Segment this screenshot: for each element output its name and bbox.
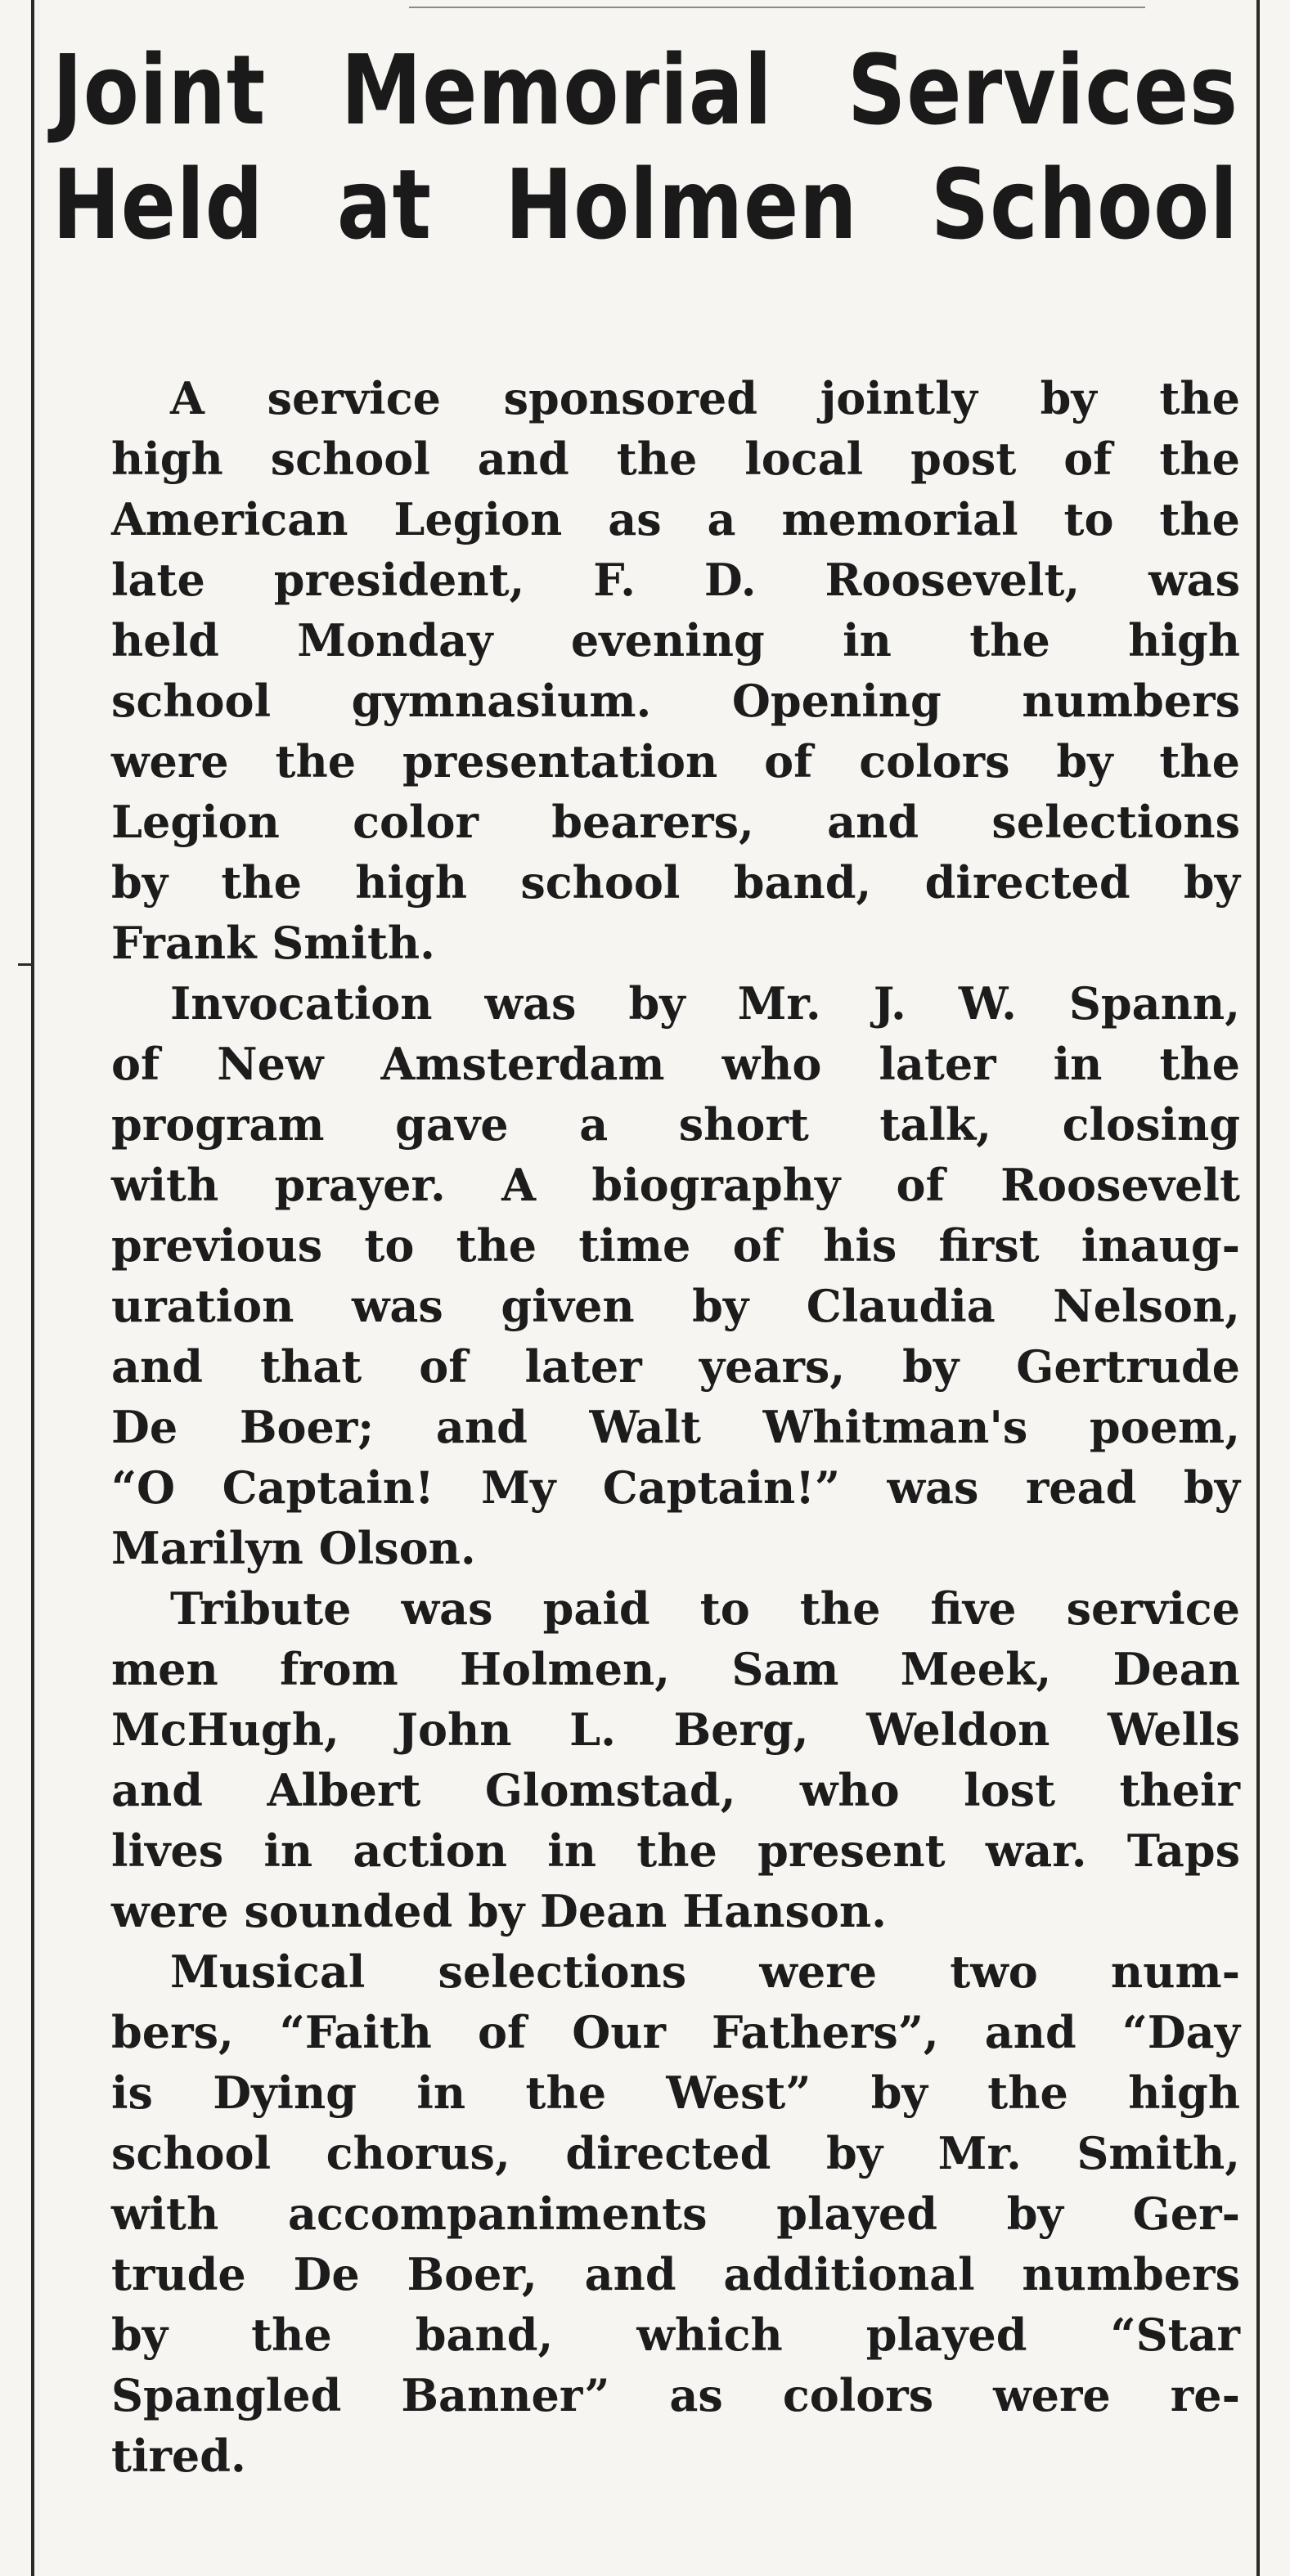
paragraph-line: tired. (111, 2430, 246, 2482)
article-headline (52, 33, 1238, 262)
headline-line-1: Joint Memorial Services (52, 34, 1238, 146)
paragraph-line: Invocation was by Mr. J. W. Spann, (170, 977, 1240, 1030)
paragraph-line: high school and the local post of the (111, 433, 1240, 485)
paragraph-line: uration was given by Claudia Nelson, (111, 1280, 1240, 1332)
paragraph-line: lives in action in the present war. Taps (111, 1824, 1240, 1877)
paragraph-line: trude De Boer, and additional numbers (111, 2248, 1240, 2300)
paragraph-line: Marilyn Olson. (111, 1522, 476, 1574)
paragraph-line: were the presentation of colors by the (111, 735, 1240, 788)
paragraph-line: held Monday evening in the high (111, 614, 1240, 666)
headline-line-2: Held at Holmen School (52, 148, 1238, 261)
paragraph-line: and Albert Glomstad, who lost their (111, 1764, 1240, 1816)
paragraph-line: by the high school band, directed by (111, 856, 1240, 909)
paragraph-line: A service sponsored jointly by the (170, 372, 1240, 424)
left-rule-tick (18, 963, 33, 966)
paragraph-line: McHugh, John L. Berg, Weldon Wells (111, 1703, 1240, 1756)
paragraph-line: late president, F. D. Roosevelt, was (111, 554, 1240, 606)
article-body (52, 368, 1240, 2486)
paragraph-line: with prayer. A biography of Roosevelt (111, 1159, 1240, 1211)
paragraph-line: American Legion as a memorial to the (111, 493, 1240, 545)
paragraph-line: previous to the time of his first inaug- (111, 1219, 1240, 1272)
paragraph-1 (52, 368, 1240, 973)
right-column-rule (1256, 0, 1260, 2576)
paragraph-line: “O Captain! My Captain!” was read by (111, 1461, 1240, 1514)
paragraph-line: Legion color bearers, and selections (111, 796, 1240, 848)
paragraph-line: men from Holmen, Sam Meek, Dean (111, 1643, 1240, 1695)
paragraph-line: De Boer; and Walt Whitman's poem, (111, 1401, 1240, 1453)
top-rule (409, 7, 1145, 8)
paragraph-4 (52, 1941, 1240, 2486)
left-column-rule (31, 0, 34, 2576)
paragraph-line: were sounded by Dean Hanson. (111, 1885, 887, 1937)
paragraph-line: Musical selections were two num- (170, 1945, 1240, 1998)
paragraph-line: of New Amsterdam who later in the (111, 1038, 1240, 1090)
paragraph-line: with accompaniments played by Ger- (111, 2188, 1240, 2240)
paragraph-2 (52, 973, 1240, 1578)
paragraph-line: is Dying in the West” by the high (111, 2067, 1240, 2119)
paragraph-line: school gymnasium. Opening numbers (111, 675, 1240, 727)
paragraph-line: Tribute was paid to the five service (170, 1582, 1240, 1635)
paragraph-line: Frank Smith. (111, 917, 435, 969)
paragraph-line: and that of later years, by Gertrude (111, 1340, 1240, 1393)
paragraph-line: by the band, which played “Star (111, 2309, 1240, 2361)
paragraph-line: program gave a short talk, closing (111, 1098, 1240, 1151)
paragraph-line: school chorus, directed by Mr. Smith, (111, 2127, 1240, 2179)
paragraph-3 (52, 1578, 1240, 1941)
paragraph-line: Spangled Banner” as colors were re- (111, 2369, 1240, 2421)
paragraph-line: bers, “Faith of Our Fathers”, and “Day (111, 2006, 1240, 2058)
